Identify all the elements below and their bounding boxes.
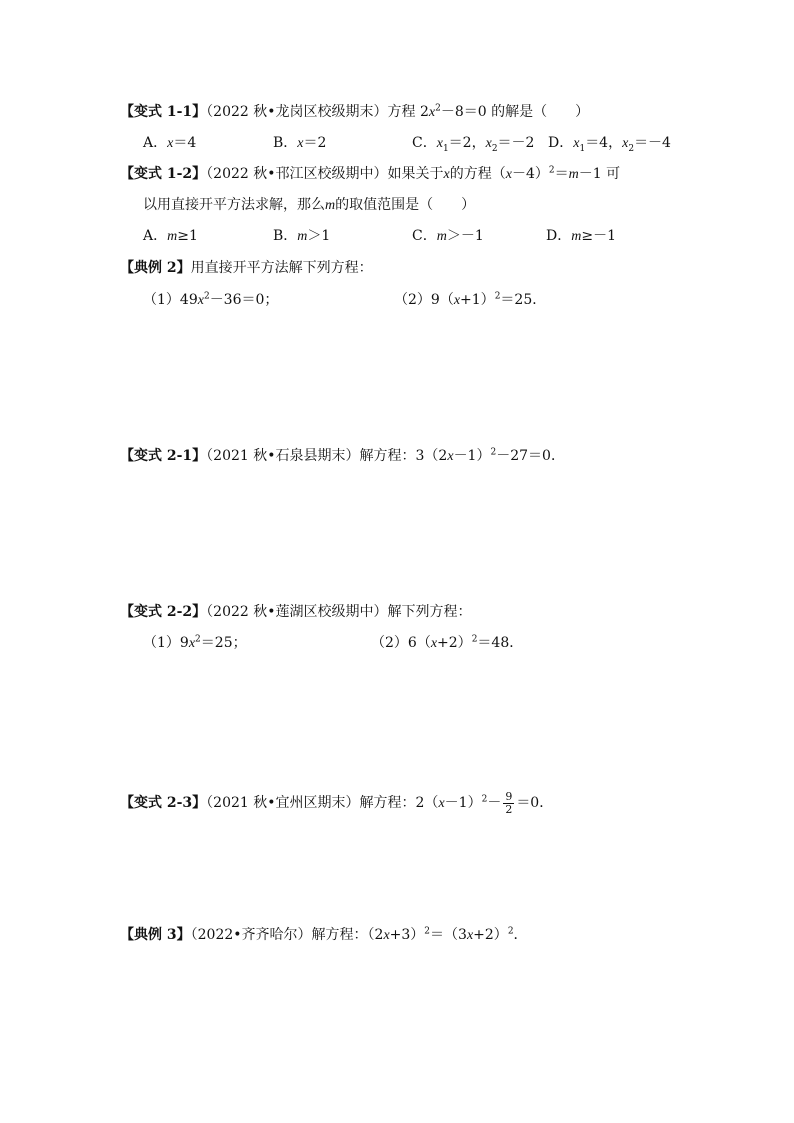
question-2-3: 【变式 2-3】（2021 秋•宜州区期末）解方程：$2(x-1)^2-$ $\frac{9}{2}$ ＝0． xyxy=(120,789,554,816)
question-label: 【变式 2-3】 xyxy=(120,795,207,811)
example-3: 【典例 3】（2022•齐齐哈尔）解方程：$(2x+3)^2=(3x+2)^2$． xyxy=(120,926,528,943)
question-1-1: 【变式 1-1】（2022 秋•龙岗区校级期末）方程 $2x^2-8=0$ 的解是（ ） xyxy=(120,103,590,120)
question-label: 【变式 2-2】 xyxy=(120,604,207,620)
question-label: 【变式 1-1】 xyxy=(120,104,207,120)
question-label: 【典例 3】 xyxy=(120,927,191,943)
question-label: 【典例 2】 xyxy=(120,260,191,276)
question-source: （2022 秋•龙岗区校级期末） xyxy=(206,104,388,120)
question-1-2: 【变式 1-2】（2022 秋•邗江区校级期中）如果关于x的方程$(x-4)^2=m-1$ 可 xyxy=(120,165,621,182)
option-c[interactable]: C．$x_1=2$，$x_2=-2$ xyxy=(412,135,535,154)
option-b[interactable]: B．x＝2 xyxy=(273,135,327,151)
option-d[interactable]: D．m≥－1 xyxy=(546,228,616,244)
part-2: $(2)9(x+1)^2=25$． xyxy=(394,291,547,308)
question-source: （2021 秋•石泉县期末） xyxy=(206,448,360,464)
question-source: （2022•齐齐哈尔） xyxy=(190,927,312,943)
question-label: 【变式 1-2】 xyxy=(120,166,207,182)
option-b[interactable]: B．m＞1 xyxy=(273,228,331,244)
option-a[interactable]: A．m≥1 xyxy=(143,228,198,244)
question-1-2-options xyxy=(120,226,700,246)
option-c[interactable]: C．m＞－1 xyxy=(412,228,484,244)
fraction: $\frac{9}{2}$ xyxy=(505,789,513,816)
example-2: 【典例 2】用直接开平方法解下列方程： xyxy=(120,260,373,276)
question-1-2-line2: 以用直接开平方法求解，那么m的取值范围是（ ） xyxy=(143,197,476,213)
question-label: 【变式 2-1】 xyxy=(120,448,207,464)
option-d[interactable]: D．$x_1=4$，$x_2=-4$ xyxy=(548,135,671,154)
question-2-2: 【变式 2-2】（2022 秋•莲湖区校级期中）解下列方程： xyxy=(120,604,472,620)
question-1-1-options xyxy=(120,133,700,153)
part-1: $(1)9x^2=25$； xyxy=(143,634,247,651)
example-2-parts xyxy=(120,290,700,310)
option-a[interactable]: A．x＝4 xyxy=(143,135,197,151)
question-2-2-parts xyxy=(120,633,700,653)
question-2-1: 【变式 2-1】（2021 秋•石泉县期末）解方程：$3(2x-1)^2-27=0$． xyxy=(120,447,565,464)
part-2: $(2)6(x+2)^2=48$． xyxy=(371,634,524,651)
part-1: $(1)49x^2-36=0$； xyxy=(143,291,279,308)
question-source: （2022 秋•邗江区校级期中） xyxy=(206,166,388,182)
question-source: （2021 秋•宜州区期末） xyxy=(206,795,360,811)
question-source: （2022 秋•莲湖区校级期中） xyxy=(206,604,388,620)
